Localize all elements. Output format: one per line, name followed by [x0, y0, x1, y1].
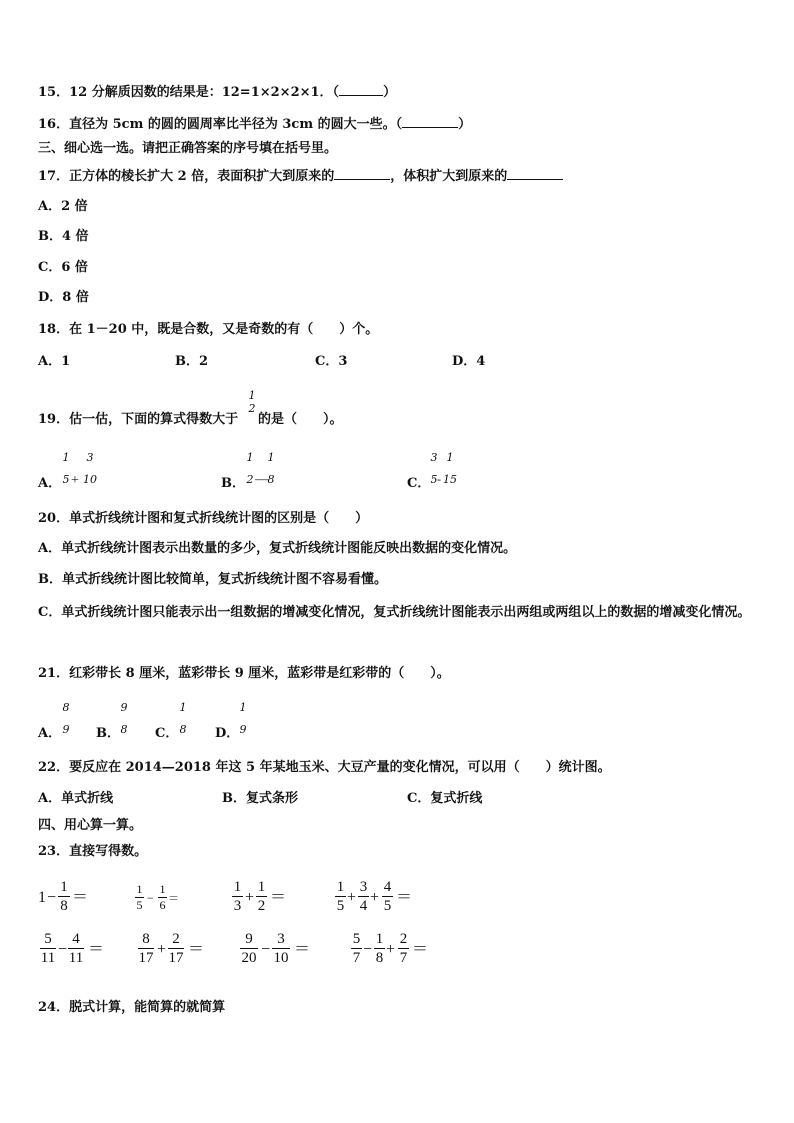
option-c-label[interactable]: C． [407, 476, 431, 491]
option-d[interactable]: D．4 [452, 354, 486, 369]
paren-close: ） [383, 85, 397, 100]
denominator: 3 [233, 898, 242, 914]
question-15-text: 15．12 分解质因数的结果是：12=1×2×2×1．（ [38, 85, 340, 100]
denominator: 20 [241, 950, 257, 966]
fraction [118, 702, 130, 736]
whole-number: 1 [38, 889, 46, 906]
option-a[interactable]: A．1 [38, 354, 71, 369]
denominator: 10 [273, 950, 289, 966]
option-a[interactable]: A．单式折线 [38, 791, 114, 806]
numerator: 8 [142, 931, 150, 947]
numerator: 3 [277, 931, 285, 947]
fraction [335, 879, 346, 914]
option-a-label[interactable]: A． [38, 726, 62, 741]
question-17-text: 17．正方体的棱长扩大 2 倍，表面积扩大到原来的 [38, 169, 335, 184]
numerator: 1 [375, 931, 384, 947]
section-3-heading: 三、细心选一选。请把正确答案的序号填在括号里。 [38, 141, 338, 156]
minus-operator: − [58, 941, 68, 958]
denominator: 8 [120, 723, 128, 736]
plus-operator: + [71, 473, 79, 488]
numerator: 1 [239, 701, 247, 714]
numerator: 1 [136, 882, 143, 896]
option-d[interactable]: D．8 倍 [38, 290, 89, 305]
option-c[interactable]: C．单式折线统计图只能表示出一组数据的增减变化情况，复式折线统计图能表示出两组或两组以上的数据的增减变化情况。 [38, 605, 751, 620]
denominator: 5 [430, 473, 438, 486]
denominator: 9 [239, 723, 247, 736]
question-16-text: 16．直径为 5cm 的圆的圆周率比半径为 3cm 的圆大一些。（ [38, 117, 403, 132]
numerator: 1 [446, 451, 454, 464]
denominator: 17 [138, 950, 154, 966]
denominator: 8 [375, 950, 384, 966]
fraction [265, 452, 277, 486]
question-20: 20．单式折线统计图和复式折线统计图的区别是（ ） [38, 511, 369, 526]
denominator: 4 [359, 898, 368, 914]
answer-blank[interactable] [334, 166, 390, 180]
numerator: 1 [179, 701, 187, 714]
fraction [158, 883, 167, 912]
plus-operator: + [370, 889, 380, 906]
denominator: 5 [383, 898, 392, 914]
fraction [40, 931, 56, 966]
numerator: 3 [359, 879, 368, 895]
option-c[interactable]: C．6 倍 [38, 260, 88, 275]
fraction [82, 452, 98, 486]
answer-blank[interactable] [507, 166, 563, 180]
denominator: 2 [257, 898, 266, 914]
fraction [58, 879, 70, 914]
equals-sign: ＝ [88, 941, 105, 958]
numerator: 3 [86, 451, 94, 464]
denominator: 11 [40, 950, 56, 966]
answer-blank[interactable] [402, 114, 458, 128]
fraction [168, 931, 184, 966]
numerator: 1 [62, 451, 70, 464]
question-19-text: 19．估一估，下面的算式得数大于 [38, 412, 239, 427]
question-24: 24．脱式计算，能简算的就简算 [38, 1000, 226, 1015]
question-15 [38, 82, 396, 102]
option-c-label[interactable]: C． [155, 726, 179, 741]
denominator: 5 [336, 898, 345, 914]
option-b-label[interactable]: B． [221, 476, 245, 491]
fraction [237, 702, 249, 736]
option-a[interactable]: A．单式折线统计图表示出数量的多少，复式折线统计图能反映出数据的变化情况。 [38, 541, 517, 556]
numerator: 2 [399, 931, 408, 947]
option-a-label[interactable]: A． [38, 476, 62, 491]
denominator: 17 [168, 950, 184, 966]
question-17 [38, 166, 563, 186]
option-b[interactable]: B．4 倍 [38, 229, 89, 244]
question-18: 18．在 1－20 中，既是合数，又是奇数的有（ ）个。 [38, 322, 379, 337]
denominator: 8 [179, 723, 187, 736]
fraction [398, 931, 409, 966]
option-b[interactable]: B．2 [175, 354, 209, 369]
question-17-text-mid: ，体积扩大到原来的 [390, 169, 508, 184]
fraction [374, 931, 385, 966]
denominator: 6 [159, 898, 166, 912]
option-b[interactable]: B．复式条形 [222, 791, 298, 806]
fraction [442, 452, 458, 486]
numerator: 4 [383, 879, 392, 895]
minus-operator: — [255, 471, 268, 486]
fraction [382, 879, 393, 914]
numerator: 5 [352, 931, 361, 947]
option-b[interactable]: B．单式折线统计图比较简单，复式折线统计图不容易看懂。 [38, 572, 387, 587]
fraction [272, 931, 290, 966]
equals-sign: ＝ [396, 889, 413, 906]
answer-blank[interactable] [339, 82, 383, 96]
option-b-label[interactable]: B． [96, 726, 120, 741]
fraction [68, 931, 84, 966]
minus-operator: - [437, 472, 441, 486]
plus-operator: + [157, 941, 167, 958]
denominator: 8 [60, 898, 68, 914]
numerator: 1 [257, 879, 266, 895]
option-a[interactable]: A．2 倍 [38, 199, 88, 214]
denominator: 10 [83, 473, 97, 486]
equals-sign: ＝ [168, 893, 179, 905]
numerator: 1 [233, 879, 242, 895]
numerator: 9 [120, 701, 128, 714]
minus-operator: − [261, 941, 271, 958]
minus-operator: − [363, 941, 373, 958]
equals-sign: ＝ [72, 889, 89, 906]
denominator: 9 [62, 723, 70, 736]
equals-sign: ＝ [188, 941, 205, 958]
equals-sign: ＝ [294, 941, 311, 958]
equals-sign: ＝ [270, 889, 287, 906]
fraction [232, 879, 243, 914]
paren-close: ） [458, 117, 472, 132]
denominator: 2 [246, 473, 254, 486]
question-21: 21．红彩带长 8 厘米，蓝彩带长 9 厘米，蓝彩带是红彩带的（ ）。 [38, 666, 450, 681]
denominator: 7 [352, 950, 361, 966]
fraction [60, 702, 72, 736]
question-16 [38, 114, 471, 134]
numerator: 4 [72, 931, 80, 947]
equals-sign: ＝ [412, 941, 429, 958]
minus-operator: − [147, 891, 154, 905]
minus-operator: − [47, 889, 57, 906]
plus-operator: + [386, 941, 396, 958]
denominator: 15 [443, 473, 457, 486]
option-c[interactable]: C．复式折线 [407, 791, 483, 806]
fraction [358, 879, 369, 914]
denominator: 5 [136, 898, 143, 912]
fraction [135, 883, 144, 912]
fraction [351, 931, 362, 966]
fraction [256, 879, 267, 914]
numerator: 5 [44, 931, 52, 947]
denominator: 11 [68, 950, 84, 966]
option-c[interactable]: C．3 [315, 354, 348, 369]
option-d-label[interactable]: D． [215, 726, 240, 741]
fraction [247, 390, 257, 415]
plus-operator: + [347, 889, 357, 906]
numerator: 1 [267, 451, 275, 464]
plus-operator: + [245, 889, 255, 906]
numerator: 2 [172, 931, 180, 947]
numerator: 1 [60, 879, 68, 895]
question-22: 22．要反应在 2014—2018 年这 5 年某地玉米、大豆产量的变化情况，可以用（ ）统计图。 [38, 760, 611, 775]
fraction [240, 931, 258, 966]
numerator: 8 [62, 701, 70, 714]
fraction [138, 931, 154, 966]
question-23: 23．直接写得数。 [38, 844, 148, 859]
numerator: 1 [248, 389, 256, 402]
question-19-text-end: 的是（ ）。 [258, 412, 343, 427]
numerator: 1 [246, 451, 254, 464]
denominator: 7 [399, 950, 408, 966]
section-4-heading: 四、用心算一算。 [38, 818, 143, 833]
fraction [177, 702, 189, 736]
denominator: 5 [62, 473, 70, 486]
numerator: 9 [245, 931, 253, 947]
numerator: 1 [336, 879, 345, 895]
denominator: 8 [267, 473, 275, 486]
numerator: 3 [430, 451, 438, 464]
numerator: 1 [159, 882, 166, 896]
denominator: 2 [248, 402, 256, 415]
